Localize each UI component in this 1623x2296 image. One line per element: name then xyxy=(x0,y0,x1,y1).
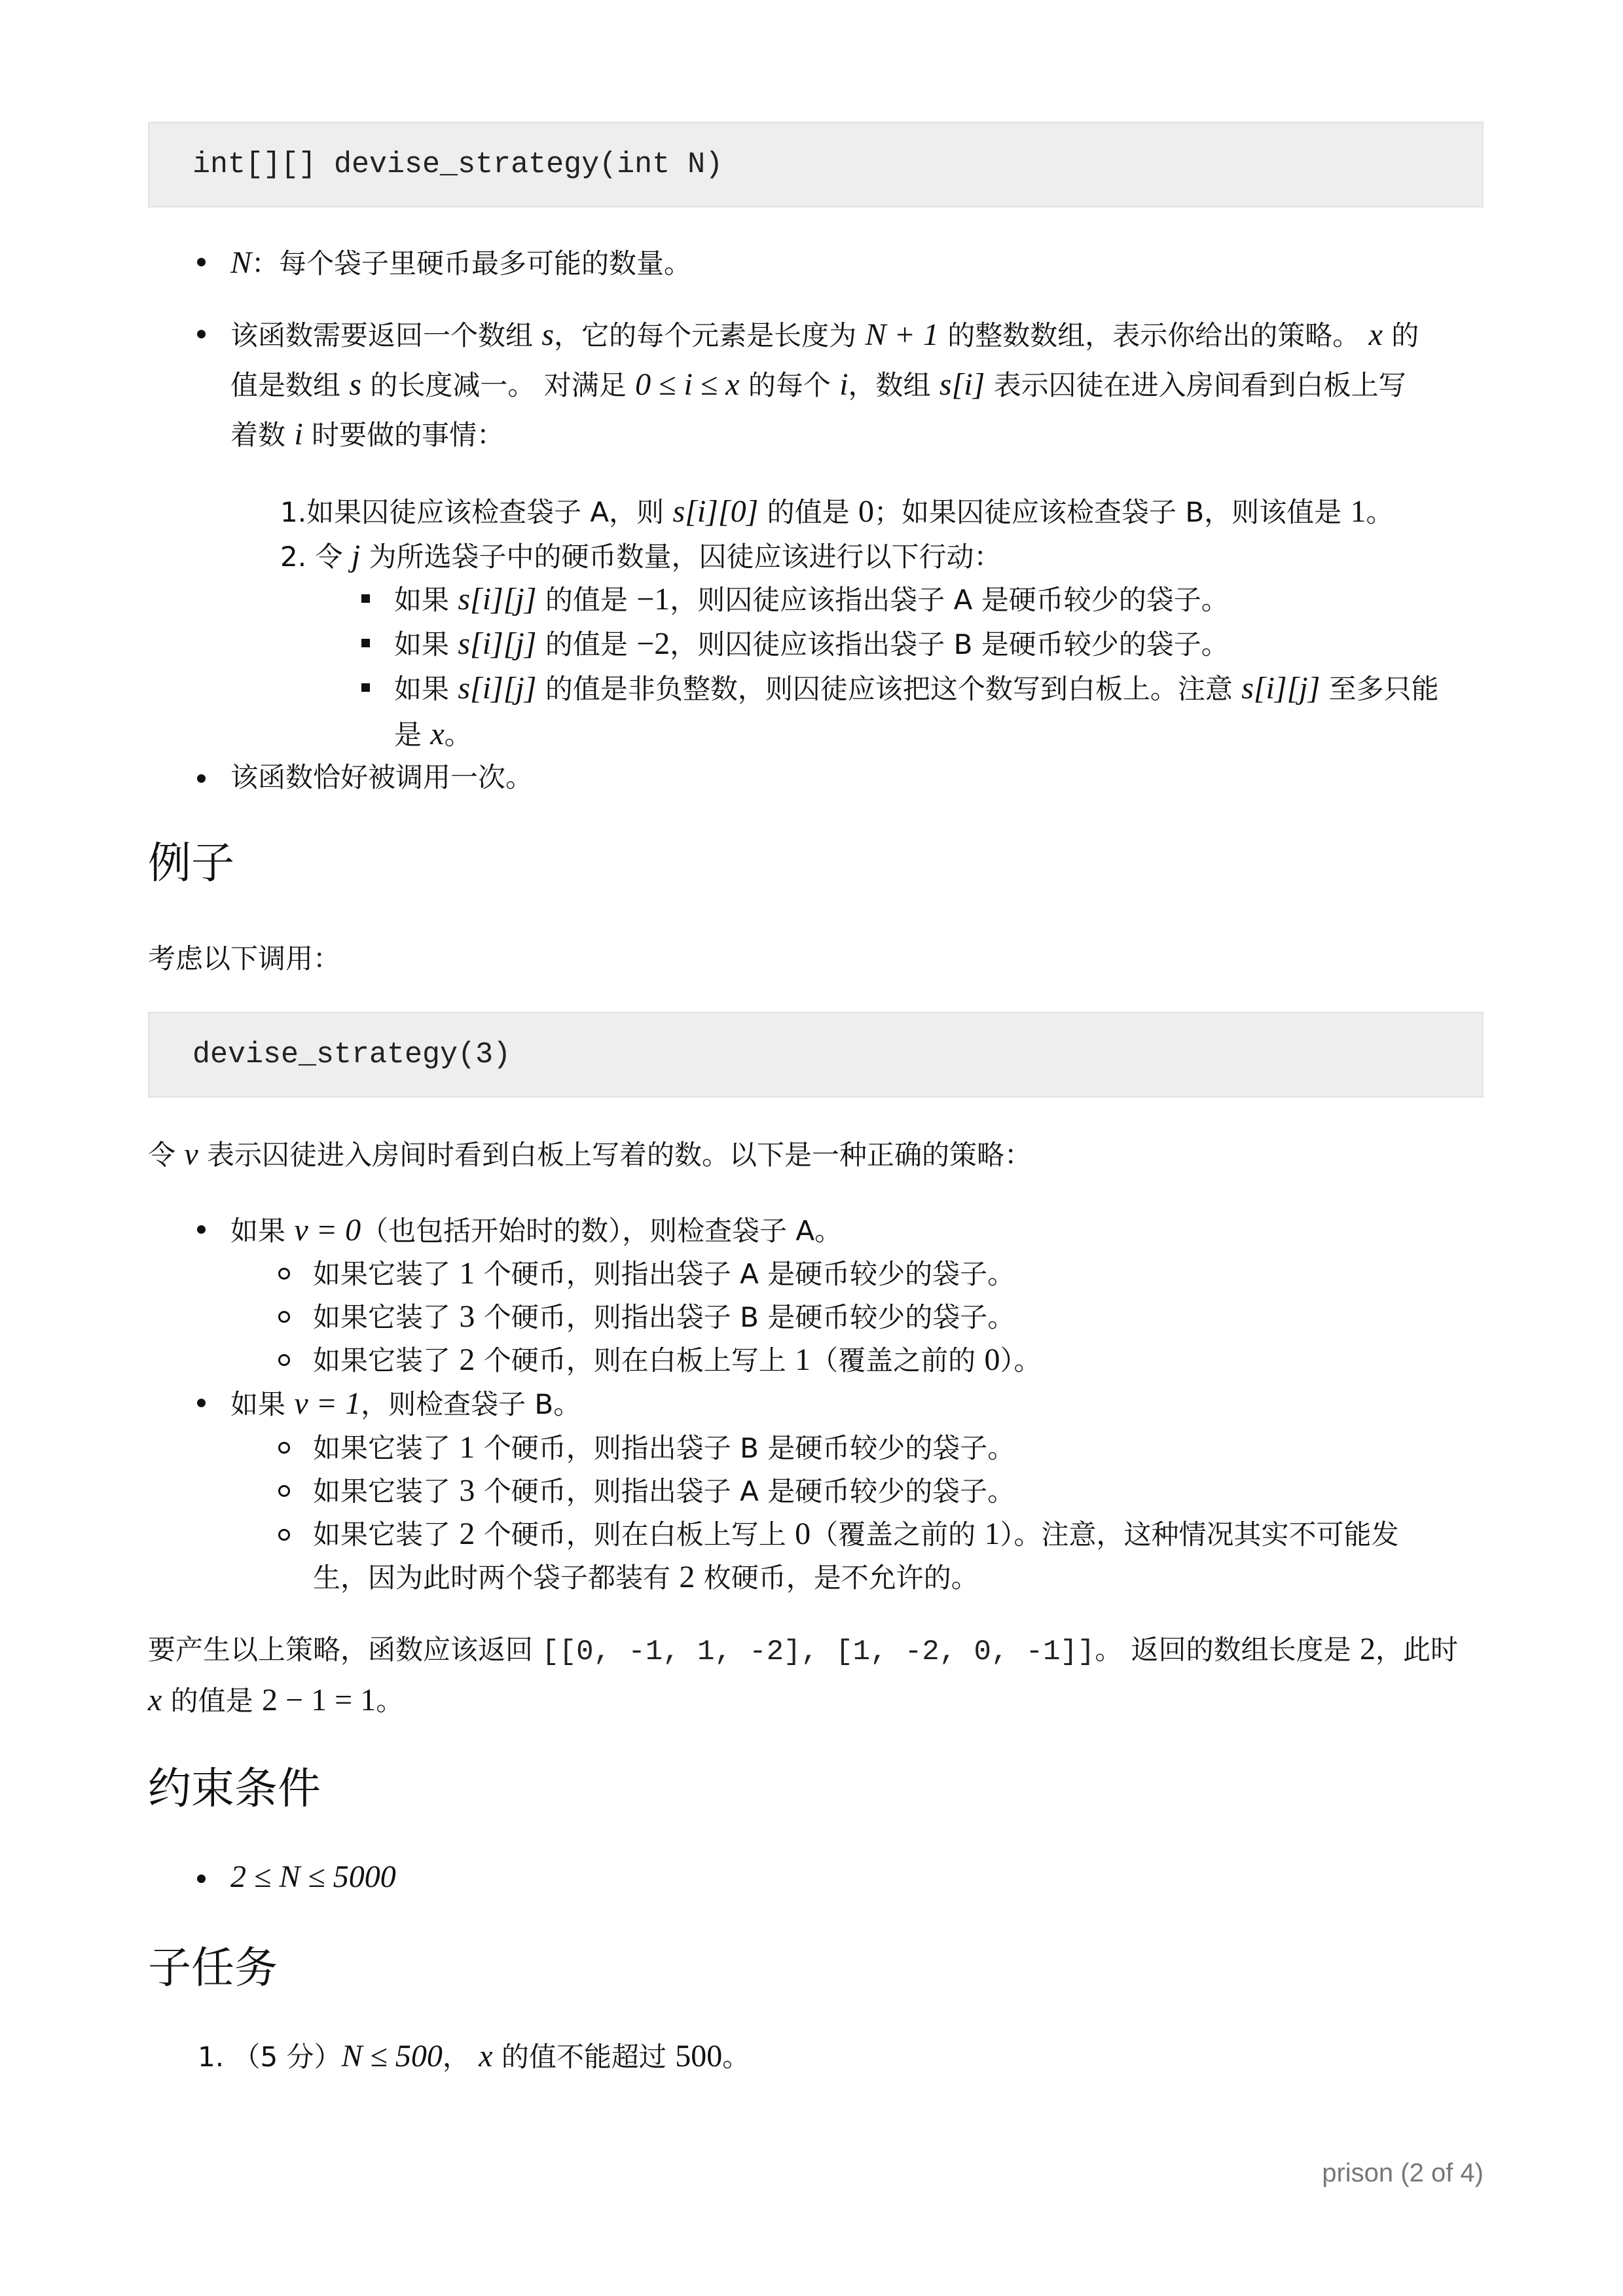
signature-code: int[][] devise_strategy(int N) xyxy=(192,148,723,181)
rule-minus-two: 如果 s[i][j] 的值是 −2，则囚徒应该指出袋子 B 是硬币较少的袋子。 xyxy=(394,626,1229,661)
bullet-disc xyxy=(197,1225,206,1234)
case-v0-coin3: 如果它装了 3 个硬币，则指出袋子 B 是硬币较少的袋子。 xyxy=(313,1299,1015,1334)
case-v1-coin3: 如果它装了 3 个硬币，则指出袋子 A 是硬币较少的袋子。 xyxy=(313,1473,1015,1508)
bullet-square xyxy=(361,594,370,603)
signature-code-block xyxy=(148,122,1484,207)
return-line-1: 该函数需要返回一个数组 s，它的每个元素是长度为 N + 1 的整数数组，表示你给出的策略。 x 的 xyxy=(230,317,1419,352)
bullet-disc xyxy=(197,1874,206,1883)
param-n-desc: ：每个袋子里硬币最多可能的数量。 xyxy=(251,247,692,279)
subtasks-heading: 子任务 xyxy=(148,1943,278,1993)
page-footer: prison (2 of 4) xyxy=(1322,2159,1484,2187)
called-once: 该函数恰好被调用一次。 xyxy=(230,761,534,793)
bullet-circle xyxy=(278,1311,290,1323)
rule-minus-one: 如果 s[i][j] 的值是 −1，则囚徒应该指出袋子 A 是硬币较少的袋子。 xyxy=(394,582,1229,617)
ordered-item-2: 2. 令 j 为所选袋子中的硬币数量，囚徒应该进行以下行动： xyxy=(280,539,1002,573)
case-v0-coin2: 如果它装了 2 个硬币，则在白板上写上 1（覆盖之前的 0）。 xyxy=(313,1342,1042,1377)
bullet-circle xyxy=(278,1442,290,1454)
rule-nonneg-line-1: 如果 s[i][j] 的值是非负整数，则囚徒应该把这个数写到白板上。注意 s[i][j] 至多只能 xyxy=(394,671,1439,706)
constraints-heading: 约束条件 xyxy=(148,1763,321,1814)
return-line-2: 值是数组 s 的长度减一。 对满足 0 ≤ i ≤ x 的每个 i，数组 s[i] 表示囚徒在进入房间看到白板上写 xyxy=(230,367,1406,402)
bullet-disc xyxy=(197,258,206,266)
bullet-circle xyxy=(278,1485,290,1497)
bullet-circle xyxy=(278,1529,290,1541)
case-v1-coin2-line-1: 如果它装了 2 个硬币，则在白板上写上 0（覆盖之前的 1）。注意，这种情况其实不可能发 xyxy=(313,1516,1399,1551)
case-v1: 如果 v = 1，则检查袋子 B。 xyxy=(230,1386,581,1421)
case-v1-coin2-line-2: 生，因为此时两个袋子都装有 2 枚硬币，是不允许的。 xyxy=(313,1560,979,1594)
bullet-square xyxy=(361,639,370,647)
ordered-item-1: 1.如果囚徒应该检查袋子 A，则 s[i][0] 的值是 0；如果囚徒应该检查袋子 B，则该值是 1。 xyxy=(280,494,1394,529)
example-v-def: 令 v 表示囚徒进入房间时看到白板上写着的数。以下是一种正确的策略： xyxy=(148,1137,1032,1172)
param-n-line xyxy=(230,247,691,279)
bullet-disc xyxy=(197,774,206,783)
subtask-1: 1. （5 分）N ≤ 500， x 的值不能超过 500。 xyxy=(198,2039,750,2073)
example-intro: 考虑以下调用： xyxy=(148,942,341,975)
case-v0: 如果 v = 0（也包括开始时的数），则检查袋子 A。 xyxy=(230,1213,843,1247)
case-v1-coin1: 如果它装了 1 个硬币，则指出袋子 B 是硬币较少的袋子。 xyxy=(313,1430,1015,1465)
bullet-circle xyxy=(278,1354,290,1366)
example-return-line-2: x 的值是 2 − 1 = 1。 xyxy=(148,1683,404,1717)
bullet-disc xyxy=(197,1399,206,1407)
return-line-3: 着数 i 时要做的事情： xyxy=(230,417,505,452)
constraint-n-range: 2 ≤ N ≤ 5000 xyxy=(230,1859,396,1894)
example-return-line-1: 要产生以上策略，函数应该返回 [[0, -1, 1, -2], [1, -2, 0, -1]]。 返回的数组长度是 2，此时 xyxy=(148,1632,1459,1668)
example-call-code: devise_strategy(3) xyxy=(192,1038,511,1071)
bullet-square xyxy=(361,683,370,692)
bullet-circle xyxy=(278,1268,290,1280)
math-n: N xyxy=(230,245,252,280)
example-heading: 例子 xyxy=(148,838,234,888)
bullet-disc xyxy=(197,330,206,338)
example-code-block xyxy=(148,1012,1484,1098)
case-v0-coin1: 如果它装了 1 个硬币，则指出袋子 A 是硬币较少的袋子。 xyxy=(313,1256,1015,1291)
rule-nonneg-line-2: 是 x。 xyxy=(394,717,472,751)
